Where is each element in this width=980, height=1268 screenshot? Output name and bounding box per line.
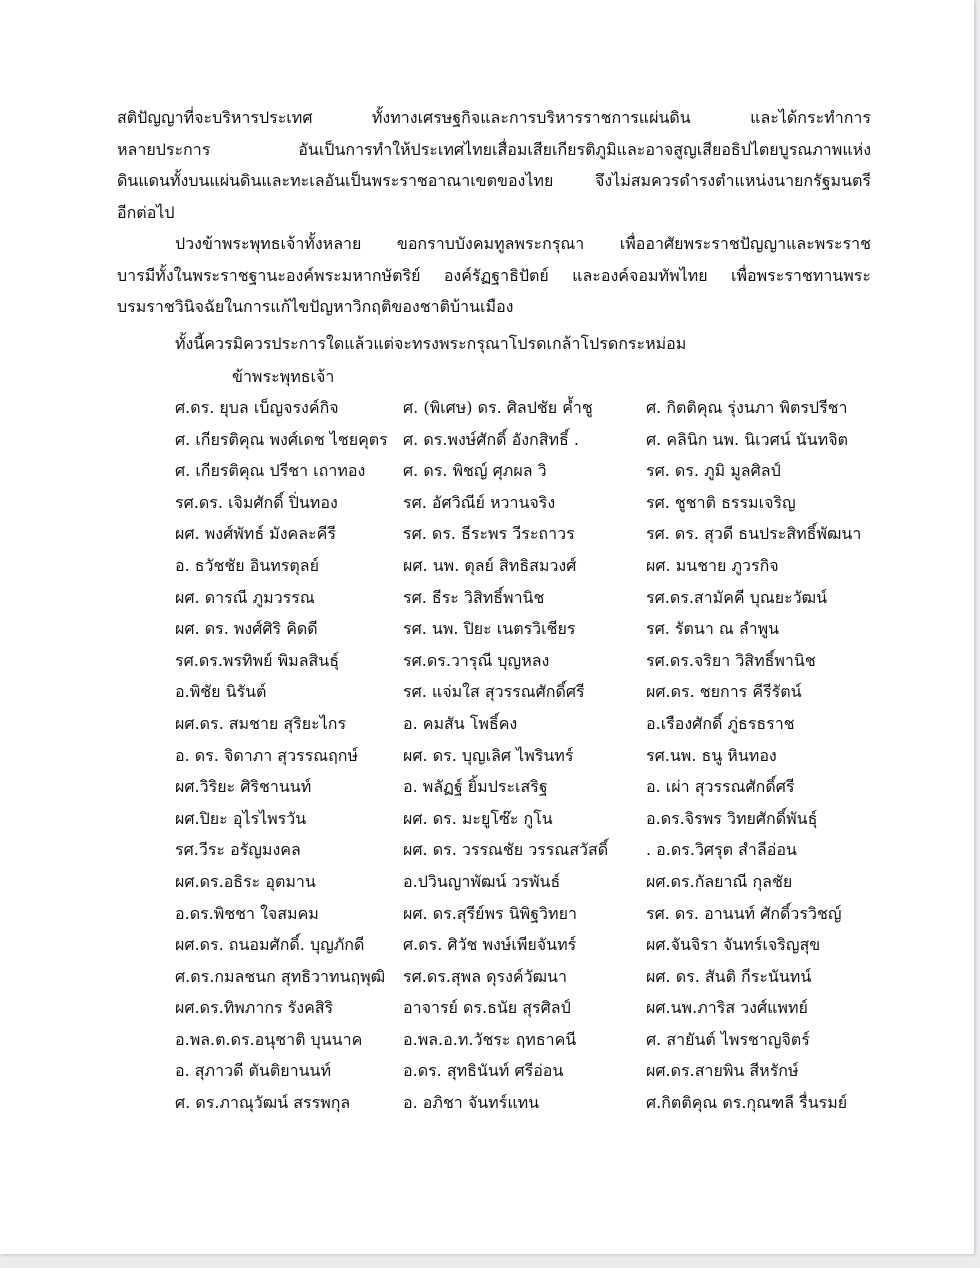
signatory-row: [0, 518, 974, 550]
signatory-name: รศ.ดร.สามัคคี บุณยะวัฒน์: [646, 587, 828, 607]
signatory-name: ศ. สายันต์ ไพรชาญจิตร์: [646, 1029, 810, 1049]
text-segment: สติปัญญาที่จะบริหารประเทศ: [117, 108, 313, 127]
signatory-name: ผศ.ดร.กัลยาณี กุลชัย: [646, 871, 793, 891]
signatory-name: ผศ. ดร.สุรีย์พร นิพิฐวิทยา: [403, 903, 577, 923]
signatory-row: [0, 898, 974, 930]
signatory-row: [0, 1087, 974, 1119]
paragraph-line: [117, 197, 871, 229]
signatory-name: รศ. ธีระ วิสิทธิ์พานิช: [403, 587, 545, 607]
signatory-name: รศ.ดร. เจิมศักดิ์ ปิ่นทอง: [175, 492, 338, 512]
signatory-row: [0, 803, 974, 835]
signatory-row: [0, 582, 974, 614]
paragraph-line: [117, 134, 871, 166]
signatory-name: อ.เรืองศักดิ์ ภู่ธรธราช: [646, 713, 795, 733]
paragraph-petition: [117, 228, 871, 323]
signatory-name: รศ.ดร.จริยา วิสิทธิ์พานิช: [646, 650, 816, 670]
signatory-row: [0, 550, 974, 582]
paragraph-line: [117, 165, 871, 197]
text-segment: เพื่ออาศัยพระราชปัญญาและพระราช: [619, 234, 871, 253]
closing-line: ทั้งนี้ควรมิควรประการใดแล้วแต่จะทรงพระกรุณาโปรดเกล้าโปรดกระหม่อม: [175, 334, 687, 353]
paragraph-line: [117, 102, 871, 134]
signatory-name: ผศ. มนชาย ภูวรกิจ: [646, 555, 779, 575]
signatory-row: [0, 645, 974, 677]
signatory-name: รศ. ดร. ธีระพร วีระถาวร: [403, 524, 575, 544]
signatory-name: อ.ปวินญาพัฒน์ วรพันธ์: [403, 871, 561, 891]
signatory-name: อ. เผ่า สุวรรณศักดิ์ศรี: [646, 777, 795, 797]
signatory-name: ผศ.ปิยะ อุไรไพรวัน: [175, 808, 307, 828]
paragraph-line: [117, 260, 871, 292]
signatory-name: ผศ.วิริยะ ศิริชานนท์: [175, 777, 312, 797]
signatory-name: ผศ.ดร.อธิระ อุตมาน: [175, 871, 316, 891]
signatory-name: ผศ.ดร. ถนอมศักดิ์. บุญภักดี: [175, 935, 365, 955]
signatory-name: อ.พล.อ.ท.วัชระ ฤทธาคนี: [403, 1029, 577, 1049]
signatory-name: รศ. ดร. ภูมิ มูลศิลป์: [646, 461, 781, 481]
text-segment: และได้กระทำการ: [750, 108, 871, 127]
signatory-name: ผศ.จันจิรา จันทร์เจริญสุข: [646, 935, 821, 955]
signatory-row: [0, 992, 974, 1024]
signatory-name: รศ.ดร.สุพล ดุรงค์วัฒนา: [403, 966, 567, 986]
signatory-name: อ. พลัฏฐ์ ยิ้มประเสริฐ: [403, 777, 548, 797]
signatory-name: ศ.กิตติคุณ ดร.กุณฑลี รื่นรมย์: [646, 1093, 848, 1113]
signatory-row: [0, 487, 974, 519]
signatory-name: ผศ. ดร. สันติ กีระนันทน์: [646, 966, 812, 986]
signatory-name: รศ. ดร. สุวดี ธนประสิทธิ์พัฒนา: [646, 524, 862, 544]
signoff-line: ข้าพระพุทธเจ้า: [232, 367, 335, 386]
signatory-name: รศ. ชูชาติ ธรรมเจริญ: [646, 492, 796, 512]
paragraph-line: [117, 228, 871, 260]
signatory-name: ผศ.ดร.ทิพภากร รังคสิริ: [175, 998, 334, 1018]
signatory-name: รศ. ดร. อานนท์ ศักดิ์วรวิชญ์: [646, 903, 842, 923]
signatory-row: [0, 613, 974, 645]
signatory-name: ผศ. ดร. วรรณชัย วรรณสวัสดิ์: [403, 840, 609, 860]
signatory-name: ศ. เกียรติคุณ ปรีชา เถาทอง: [175, 461, 366, 481]
signatory-name: อ. สุภาวดี ตันติยานนท์: [175, 1061, 332, 1081]
signatory-row: [0, 929, 974, 961]
signatory-name: ศ. ดร.พงษ์ศักดิ์ อังกสิทธิ์ .: [403, 429, 579, 449]
signatory-name: อ.พล.ต.ดร.อนุชาติ บุนนาค: [175, 1029, 363, 1049]
signatory-name: รศ.นพ. ธนู หินทอง: [646, 745, 777, 765]
text-segment: ดินแดนทั้งบนแผ่นดินและทะเลอันเป็นพระราชอาณาเขตของไทย: [117, 171, 554, 190]
signatory-name: ศ. ดร. พิชญ์ ศุภผล วิ: [403, 461, 547, 481]
signatory-name: ศ.ดร. ยุบล เบ็ญจรงค์กิจ: [175, 398, 339, 417]
signatory-name: รศ. อัศวิณีย์ หวานจริง: [403, 492, 556, 512]
signatory-name: ศ.ดร. ศิวัช พงษ์เพียจันทร์: [403, 935, 577, 955]
signatory-name: ผศ. ดร. พงศ์ศิริ คิดดี: [175, 619, 318, 639]
signatory-name: ผศ.ดร. ชยการ คีรีรัตน์: [646, 682, 802, 702]
signatory-name: รศ. นพ. ปิยะ เนตรวิเชียร: [403, 619, 576, 639]
signatory-name: รศ. แจ่มใส สุวรรณศักดิ์ศรี: [403, 682, 585, 702]
signatory-row: [0, 708, 974, 740]
signatory-name: ผศ. ดารณี ภูมวรรณ: [175, 587, 315, 607]
text-segment: บารมีทั้งในพระราชฐานะองค์พระมหากษัตริย์: [117, 265, 421, 285]
signatory-name: รศ.ดร.วารุณี บุญหลง: [403, 650, 550, 670]
signatory-name: อ. คมสัน โพธิ์คง: [403, 713, 518, 733]
signatory-row: [0, 392, 974, 424]
text-segment: จึงไม่สมควรดำรงตำแหน่งนายกรัฐมนตรี: [594, 171, 871, 190]
signatory-name: . อ.ดร.วิศรุต สำลีอ่อน: [646, 840, 797, 860]
signatory-name: ศ. คลินิก นพ. นิเวศน์ นันทจิต: [646, 429, 848, 449]
signatory-name: ผศ. พงศ์พัทธ์ มังคละคีรี: [175, 524, 336, 544]
text-segment: ขอกราบบังคมทูลพระกรุณา: [396, 234, 585, 253]
text-segment: บรมราชวินิจฉัยในการแก้ไขปัญหาวิกฤติของชาติบ้านเมือง: [117, 297, 514, 316]
signatory-name: รศ.วีระ อรัญมงคล: [175, 840, 301, 860]
paragraph-reasons: [117, 102, 871, 228]
signatory-name: อ. ธวัชชัย อินทรตุลย์: [175, 555, 319, 575]
signatory-name: อ.ดร.พิชชา ใจสมคม: [175, 903, 319, 923]
text-segment: องค์รัฏฐาธิปัตย์: [443, 265, 549, 285]
signatory-name: ผศ. นพ. ตุลย์ สิทธิสมวงศ์: [403, 555, 577, 575]
signatory-name: ผศ. ดร. มะยูโซ๊ะ กูโน: [403, 808, 553, 828]
signatory-row: [0, 1024, 974, 1056]
signatory-row: [0, 771, 974, 803]
signatory-name: รศ.ดร.พรทิพย์ พิมลสินธุ์: [175, 650, 339, 670]
signatory-row: [0, 740, 974, 772]
text-segment: ปวงข้าพระพุทธเจ้าทั้งหลาย: [175, 234, 362, 253]
signatory-name: อ.ดร. สุทธินันท์ ศรีอ่อน: [403, 1061, 564, 1081]
signatories-list: [0, 392, 974, 1119]
signatory-name: ผศ.ดร. สมชาย สุริยะไกร: [175, 713, 347, 733]
signatory-name: ศ.ดร.กมลชนก สุทธิวาทนฤพุฒิ: [175, 966, 386, 986]
signatory-row: [0, 961, 974, 993]
signatory-name: อาจารย์ ดร.ธนัย สุรศิลป์: [403, 998, 571, 1018]
signatory-name: ผศ.ดร.สายพิน สีหรักษ์: [646, 1061, 799, 1081]
signatory-name: รศ. รัตนา ณ ลำพูน: [646, 619, 780, 639]
signatory-name: ผศ.นพ.ภาริส วงศ์แพทย์: [646, 998, 808, 1018]
signatory-name: อ. อภิชา จันทร์แทน: [403, 1093, 540, 1113]
signatory-row: [0, 834, 974, 866]
signatory-row: [0, 676, 974, 708]
signatory-row: [0, 866, 974, 898]
signatory-name: อ.พิชัย นิรันต์: [175, 682, 267, 702]
signatory-name: ศ. กิตติคุณ รุ่งนภา พิตรปรีชา: [646, 398, 848, 417]
text-segment: และองค์จอมทัพไทย: [572, 265, 708, 285]
signatory-name: ศ. (พิเศษ) ดร. ศิลปชัย ค้ำชู: [403, 398, 593, 417]
signatory-name: ผศ. ดร. บุญเลิศ ไพรินทร์: [403, 745, 574, 765]
signatory-name: อ. ดร. จิดาภา สุวรรณฤกษ์: [175, 745, 359, 765]
text-segment: อันเป็นการทำให้ประเทศไทยเสื่อมเสียเกียรติภูมิและอาจสูญเสียอธิปไตยบูรณภาพแห่ง: [298, 139, 871, 159]
text-segment: อีกต่อไป: [117, 202, 175, 222]
signatory-name: ศ. ดร.ภาณุวัฒน์ สรรพกุล: [175, 1093, 351, 1113]
signatory-row: [0, 455, 974, 487]
paragraph-line: [117, 291, 871, 323]
text-segment: ทั้งทางเศรษฐกิจและการบริหารราชการแผ่นดิน: [371, 108, 691, 127]
signatory-row: [0, 1055, 974, 1087]
signatory-name: อ.ดร.จิรพร วิทยศักดิ์พันธุ์: [646, 808, 818, 828]
signatory-row: [0, 424, 974, 456]
text-segment: เพื่อพระราชทานพระ: [730, 265, 871, 285]
text-segment: หลายประการ: [117, 139, 211, 159]
signatory-name: ศ. เกียรติคุณ พงศ์เดช ไชยคุตร: [175, 429, 388, 449]
